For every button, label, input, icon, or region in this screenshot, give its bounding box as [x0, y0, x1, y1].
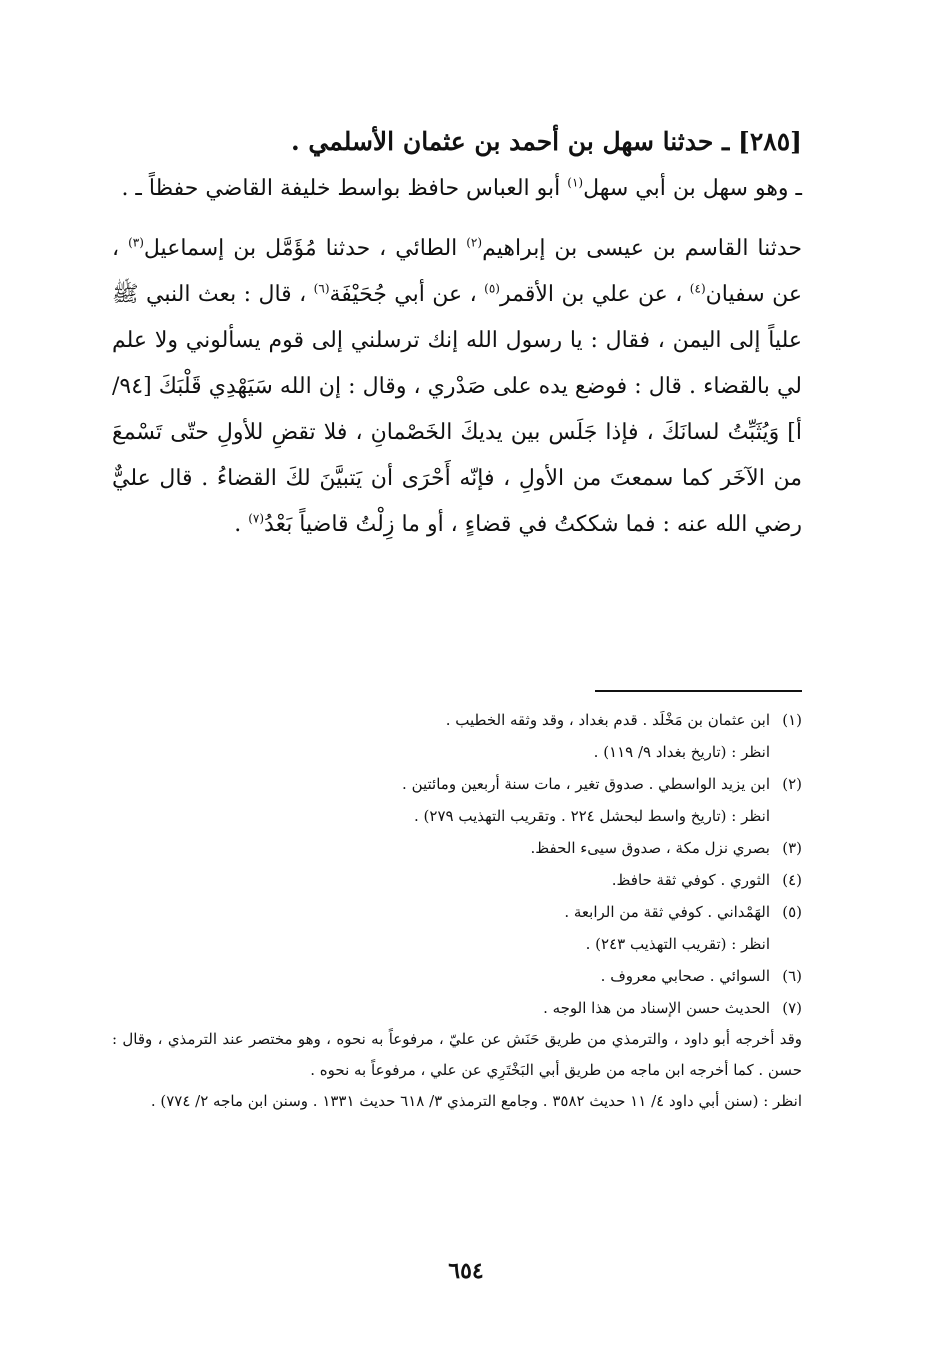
footnote-number: (٢) [782, 775, 802, 793]
footnote-2-source: انظر : (تاريخ واسط لبحشل ٢٢٤ . وتقريب التهذيب ٢٧٩) . [414, 807, 770, 825]
body-text: . [234, 512, 249, 537]
footnote-ref: (١) [567, 175, 584, 190]
footnote-text: الحديث حسن الإسناد من هذا الوجه . [543, 999, 770, 1017]
footnote-text: ابن عثمان بن مَخْلَد . قدم بغداد ، وقد وثقه الخطيب . [445, 711, 770, 729]
footnote-number: (١) [782, 711, 802, 729]
footnotes [112, 704, 802, 1117]
footnote-7-sources: انظر : (سنن أبي داود ٤/ ١١ حديث ٣٥٨٢ . وجامع الترمذي ٣/ ٦١٨ حديث ١٣٣١ . وسنن ابن ماجه ٢/ ٧٧٤) . [150, 1092, 802, 1110]
footnote-7-details: وقد أخرجه أبو داود ، والترمذي من طريق حَنَش عن عليّ ، مرفوعاً به نحوه ، وهو مختصر عند الترمذي ، وقال : حسن . كما أخرجه ابن ماجه من طريق أبي البَخْتَرِي عن علي ، مرفوعاً به نحوه . [112, 1030, 802, 1079]
body-text: الطائي ، حدثنا مُؤَمَّل بن إسماعيل [143, 236, 467, 261]
footnote-number: (٧) [782, 999, 802, 1017]
footnote-1-source: انظر : (تاريخ بغداد ٩/ ١١٩) . [593, 743, 770, 761]
footnote-number: (٥) [782, 903, 802, 921]
body-text: ، عن أبي جُحَيْفَة [329, 282, 485, 307]
footnote-number: (٦) [782, 967, 802, 985]
footnote-text: السوائي . صحابي معروف . [600, 967, 770, 985]
page-number: ٦٥٤ [448, 1258, 484, 1284]
intro-text: أبو العباس حافظ بواسط خليفة القاضي حفظاً ـ . [121, 176, 568, 201]
footnote-ref: (٥) [484, 281, 500, 296]
footnote-number: (٤) [782, 871, 802, 889]
narrator-intro [112, 166, 802, 212]
footnote-ref: (٢) [466, 235, 483, 250]
footnote-5-source: انظر : (تقريب التهذيب ٢٤٣) . [585, 935, 770, 953]
footnote-separator [595, 690, 802, 692]
footnote-4 [112, 864, 802, 896]
hadith-heading [112, 118, 802, 166]
footnote-text: ابن يزيد الواسطي . صدوق تغير ، مات سنة أربعين ومائتين . [402, 775, 770, 793]
body-text: حدثنا القاسم بن عيسى بن إبراهيم [482, 236, 803, 261]
footnote-number: (٣) [782, 839, 802, 857]
body-text: ، قال : بعث النبي ﷺ علياً إلى اليمن ، فقال : يا رسول الله إنك ترسلني إلى قوم يسألوني ولا علم لي بالقضاء . قال : فوضع يده على صَدْري ، وقال : إن الله سَيَهْدِي قَلْبَكَ [٩٤/ أ] وَيُثَبِّتُ لسانَكَ ، فإذا جَلَس بين يديكَ الخَصْمانِ ، فلا تقضِ للأولِ حتّى تَسْمعَ من الآخَر كما سمعتَ من الأولِ ، فإنّه أَحْرَى أن يَتبيَّنَ لكَ القضاءُ . قال عليٌّ رضي الله عنه : فما شككتُ في قضاءٍ ، أو ما زِلْتُ قاضياً بَعْدُ [112, 282, 802, 537]
footnote-text: الهَمْداني . كوفي ثقة من الرابعة . [564, 903, 770, 921]
footnote-7 [112, 992, 802, 1024]
footnote-ref: (٧) [248, 511, 265, 526]
hadith-body [112, 226, 802, 548]
intro-text: ـ وهو سهل بن أبي سهل [583, 176, 802, 201]
footnote-ref: (٤) [689, 281, 706, 296]
footnote-2 [112, 768, 802, 800]
footnote-5 [112, 896, 802, 928]
footnote-6 [112, 960, 802, 992]
body-text: ، عن سفيان [112, 236, 802, 307]
footnote-ref: (٣) [128, 235, 144, 250]
body-text: ، عن علي بن الأقمر [499, 282, 690, 307]
footnote-1 [112, 704, 802, 736]
footnote-text: بصري نزل مكة ، صدوق سيىء الحفظ. [530, 839, 770, 857]
main-text [112, 118, 802, 548]
footnote-ref: (٦) [313, 281, 330, 296]
footnote-text: الثوري . كوفي ثقة حافظ. [611, 871, 770, 889]
footnote-3 [112, 832, 802, 864]
heading-text: [٢٨٥] ـ حدثنا سهل بن أحمد بن عثمان الأسلمي . [291, 127, 802, 156]
